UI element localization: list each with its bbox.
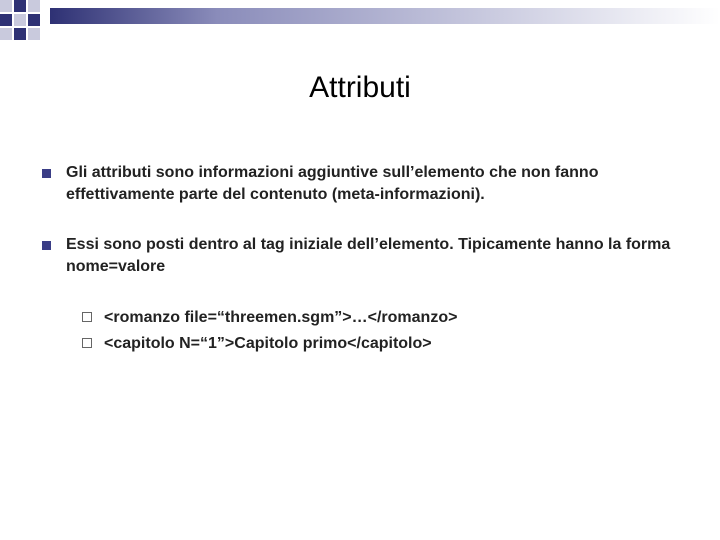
sub-bullet-item <box>0 333 720 355</box>
sub-bullet-text: <romanzo file=“threemen.sgm”>…</romanzo> <box>104 309 458 326</box>
hollow-square-bullet-icon <box>82 338 92 348</box>
hollow-square-bullet-icon <box>82 312 92 322</box>
square-bullet-icon <box>42 241 51 250</box>
sub-bullet-item <box>0 307 720 329</box>
slide-title: Attributi <box>309 71 411 104</box>
sub-bullet-text: <capitolo N=“1”>Capitolo primo</capitolo> <box>104 335 432 352</box>
bullet-text: Essi sono posti dentro al tag iniziale dell’elemento. Tipicamente hanno la forma nome=valore <box>66 236 671 275</box>
square-bullet-icon <box>42 169 51 178</box>
bullet-text: Gli attributi sono informazioni aggiuntive sull’elemento che non fanno effettivamente parte del contenuto (meta-informazioni). <box>66 164 599 203</box>
